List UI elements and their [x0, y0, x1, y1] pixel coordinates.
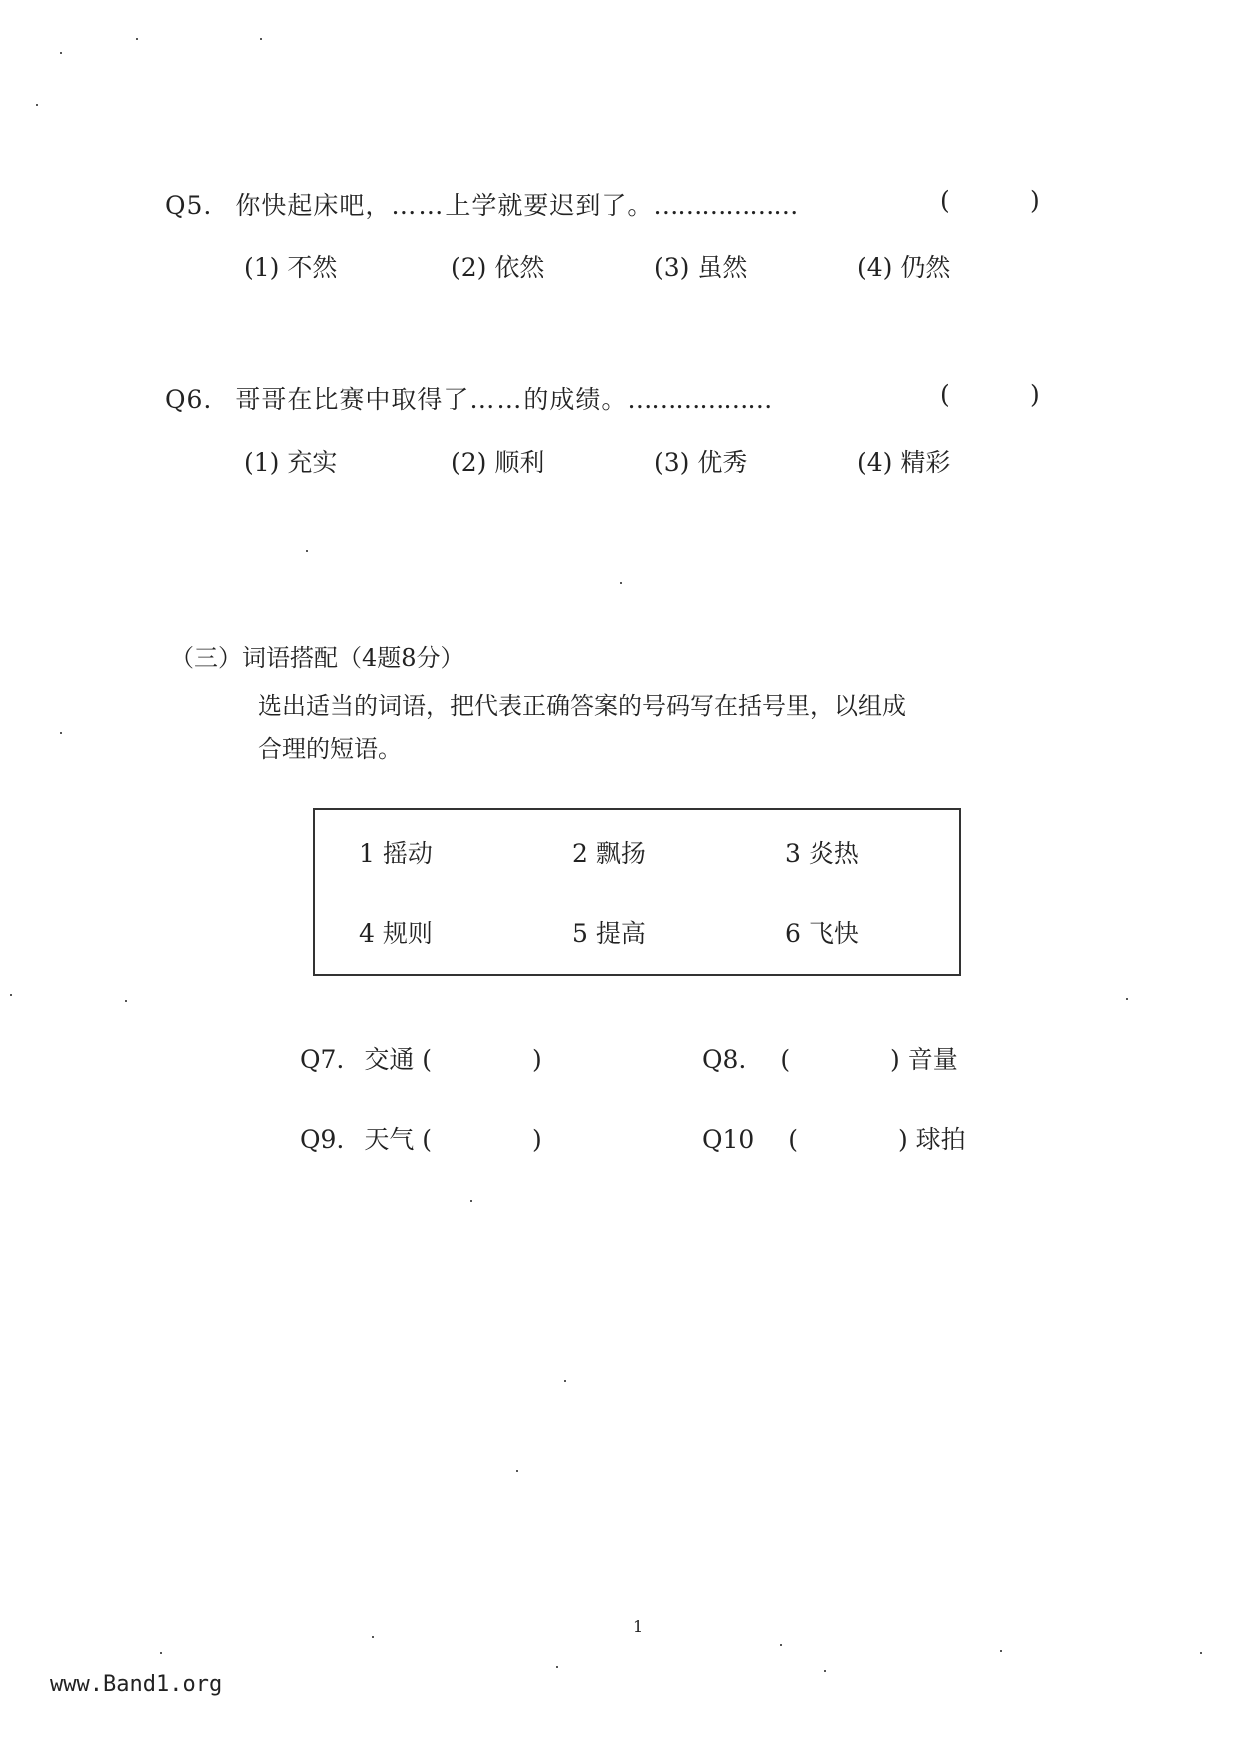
- q5-number: Q5.: [165, 191, 213, 220]
- word-bank-item: 6 飞快: [785, 919, 859, 948]
- q5-text-after: 上学就要迟到了。: [445, 191, 654, 220]
- word-bank-item: 5 提高: [572, 919, 646, 948]
- q6-text-before: 哥哥在比赛中取得了: [235, 385, 470, 414]
- scan-speck: [516, 1470, 518, 1472]
- q10-paren-close: ): [897, 1125, 908, 1154]
- section3-instruction-line2: 合理的短语。: [258, 735, 402, 763]
- q5-option-2[interactable]: (2) 依然: [451, 253, 545, 282]
- word-bank-item: 3 炎热: [785, 839, 859, 868]
- q9-paren-open: (: [422, 1125, 433, 1154]
- q5-blank: ……: [391, 191, 446, 220]
- q9-paren-close: ): [531, 1125, 542, 1154]
- scan-speck: [564, 1380, 566, 1382]
- q7-word: 交通: [364, 1045, 415, 1074]
- scan-speck: [306, 550, 308, 552]
- q9-number: Q9.: [300, 1125, 345, 1154]
- q5-paren-open: (: [940, 186, 951, 215]
- q7-paren-close: ): [531, 1045, 542, 1074]
- q10-paren-open: (: [788, 1125, 799, 1154]
- scan-speck: [60, 52, 62, 54]
- q8-row: [702, 1040, 958, 1076]
- q6-leader: ………………: [627, 385, 772, 414]
- q10-word: 球拍: [915, 1125, 966, 1154]
- q10-number: Q10: [702, 1125, 755, 1154]
- q5-paren-close: ): [1030, 186, 1041, 215]
- q6-blank: ……: [469, 385, 524, 414]
- q9-word: 天气: [364, 1125, 415, 1154]
- scan-speck: [36, 104, 38, 106]
- q10-row: [702, 1120, 966, 1156]
- q8-number: Q8.: [702, 1045, 747, 1074]
- q6-option-3[interactable]: (3) 优秀: [654, 448, 748, 477]
- word-bank-box: [313, 808, 961, 976]
- q6-text-after: 的成绩。: [523, 385, 628, 414]
- q6-answer-blank[interactable]: [960, 380, 1030, 410]
- scan-speck: [260, 38, 262, 40]
- scan-speck: [1000, 1650, 1002, 1652]
- q6-option-2[interactable]: (2) 顺利: [451, 448, 545, 477]
- scan-speck: [372, 1636, 374, 1638]
- scan-speck: [556, 1666, 558, 1668]
- scan-speck: [470, 1200, 472, 1202]
- q5-text-before: 你快起床吧，: [235, 191, 392, 220]
- scan-speck: [10, 994, 12, 996]
- q5-option-1[interactable]: (1) 不然: [244, 253, 338, 282]
- q8-paren-open: (: [780, 1045, 791, 1074]
- q8-paren-close: ): [889, 1045, 900, 1074]
- q6-number: Q6.: [165, 385, 213, 414]
- q6-option-1[interactable]: (1) 充实: [244, 448, 338, 477]
- scan-speck: [125, 1000, 127, 1002]
- word-bank-item: 4 规则: [359, 919, 433, 948]
- q5-leader: ………………: [653, 191, 798, 220]
- q5-option-4[interactable]: (4) 仍然: [857, 253, 951, 282]
- q6-option-4[interactable]: (4) 精彩: [857, 448, 951, 477]
- q6-question: [165, 380, 771, 416]
- q5-question: [165, 186, 797, 222]
- scan-speck: [136, 38, 138, 40]
- scan-speck: [620, 582, 622, 584]
- q6-paren-close: ): [1030, 380, 1041, 409]
- q5-answer-blank[interactable]: [960, 186, 1030, 216]
- page-number: 1: [633, 1617, 644, 1636]
- section3-title: （三）词语搭配（4题8分）: [170, 644, 465, 672]
- scan-speck: [824, 1670, 826, 1672]
- q5-option-3[interactable]: (3) 虽然: [654, 253, 748, 282]
- scan-speck: [1200, 1652, 1202, 1654]
- scan-speck: [160, 1652, 162, 1654]
- q6-paren-open: (: [940, 380, 951, 409]
- scan-speck: [1126, 998, 1128, 1000]
- q7-number: Q7.: [300, 1045, 345, 1074]
- q7-row: [300, 1040, 542, 1076]
- scan-speck: [780, 1644, 782, 1646]
- word-bank-item: 2 飘扬: [572, 839, 646, 868]
- word-bank-item: 1 摇动: [359, 839, 433, 868]
- scan-speck: [60, 732, 62, 734]
- q7-paren-open: (: [422, 1045, 433, 1074]
- q9-row: [300, 1120, 542, 1156]
- section3-instruction-line1: 选出适当的词语，把代表正确答案的号码写在括号里，以组成: [258, 692, 906, 720]
- q8-word: 音量: [907, 1045, 958, 1074]
- footer-website[interactable]: www.Band1.org: [50, 1672, 223, 1697]
